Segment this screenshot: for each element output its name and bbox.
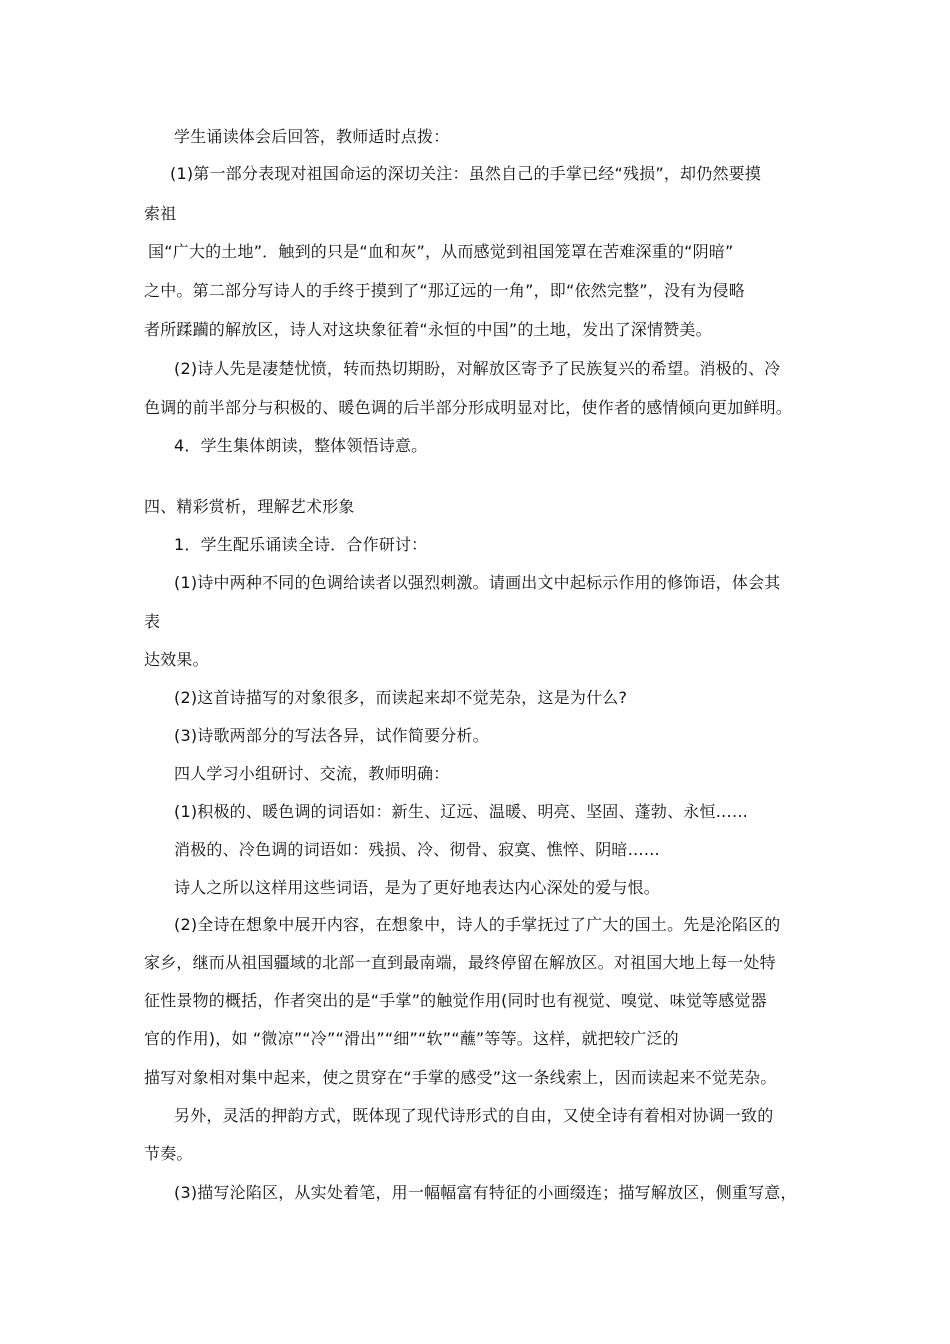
- paragraph-line: (2)全诗在想象中展开内容，在想象中，诗人的手掌抚过了广大的国土。先是沦陷区的: [174, 915, 781, 934]
- paragraph-line: 四人学习小组研讨、交流，教师明确：: [174, 764, 450, 783]
- paragraph-line: 表: [144, 612, 161, 631]
- paragraph-line: (2)诗人先是凄楚忧愤，转而热切期盼，对解放区寄予了民族复兴的希望。消极的、冷: [174, 359, 781, 378]
- paragraph-line: 国“广大的土地”．触到的只是“血和灰”，从而感觉到祖国笼罩在苦难深重的“阴暗”: [148, 242, 734, 261]
- paragraph-line: 另外，灵活的押韵方式，既体现了现代诗形式的自由，又使全诗有着相对协调一致的: [174, 1106, 774, 1125]
- paragraph-line: (2)这首诗描写的对象很多，而读起来却不觉芜杂，这是为什么?: [174, 688, 628, 707]
- paragraph-line: 达效果。: [144, 650, 209, 669]
- paragraph-line: (1)第一部分表现对祖国命运的深切关注：虽然自己的手掌已经“残损”，却仍然要摸: [170, 164, 762, 183]
- paragraph-line: 官的作用)，如 “微凉”“冷”“滑出”“细”“软”“蘸”等等。这样，就把较广泛的: [144, 1029, 679, 1048]
- paragraph-line: 之中。第二部分写诗人的手终于摸到了“那辽远的一角”，即“依然完整”，没有为侵略: [144, 281, 745, 300]
- paragraph-line: (1)积极的、暖色调的词语如：新生、辽远、温暖、明亮、坚固、蓬勃、永恒……: [174, 802, 749, 821]
- paragraph-line: 征性景物的概括，作者突出的是“手掌”的触觉作用(同时也有视觉、嗅觉、味觉等感觉器: [144, 991, 767, 1010]
- paragraph-line: (1)诗中两种不同的色调给读者以强烈刺激。请画出文中起标示作用的修饰语，体会其: [174, 573, 781, 592]
- paragraph-line: 者所蹂躏的解放区，诗人对这块象征着“永恒的中国”的土地，发出了深情赞美。: [144, 320, 712, 339]
- paragraph-line: 家乡，继而从祖国疆域的北部一直到最南端，最终停留在解放区。对祖国大地上每一处特: [144, 953, 776, 972]
- paragraph-line: 消极的、冷色调的词语如：残损、冷、彻骨、寂寞、憔悴、阴暗……: [174, 840, 661, 859]
- paragraph-line: 描写对象相对集中起来，使之贯穿在“手掌的感受”这一条线索上，因而读起来不觉芜杂。: [144, 1068, 777, 1087]
- section-heading: 四、精彩赏析，理解艺术形象: [144, 497, 355, 516]
- paragraph-line: (3)描写沦陷区，从实处着笔，用一幅幅富有特征的小画缀连；描写解放区，侧重写意，: [174, 1183, 797, 1202]
- paragraph-line: 4．学生集体朗读，整体领悟诗意。: [174, 436, 428, 455]
- paragraph-line: 色调的前半部分与积极的、暖色调的后半部分形成明显对比，使作者的感情倾向更加鲜明。: [144, 398, 793, 417]
- paragraph-line: 学生诵读体会后回答，教师适时点拨：: [174, 127, 450, 146]
- paragraph-line: (3)诗歌两部分的写法各异，试作简要分析。: [174, 726, 489, 745]
- paragraph-line: 节奏。: [144, 1144, 193, 1163]
- paragraph-line: 1．学生配乐诵读全诗．合作研讨：: [174, 535, 428, 554]
- paragraph-line: 诗人之所以这样用这些词语，是为了更好地表达内心深处的爱与恨。: [174, 878, 661, 897]
- paragraph-line: 索祖: [144, 204, 177, 223]
